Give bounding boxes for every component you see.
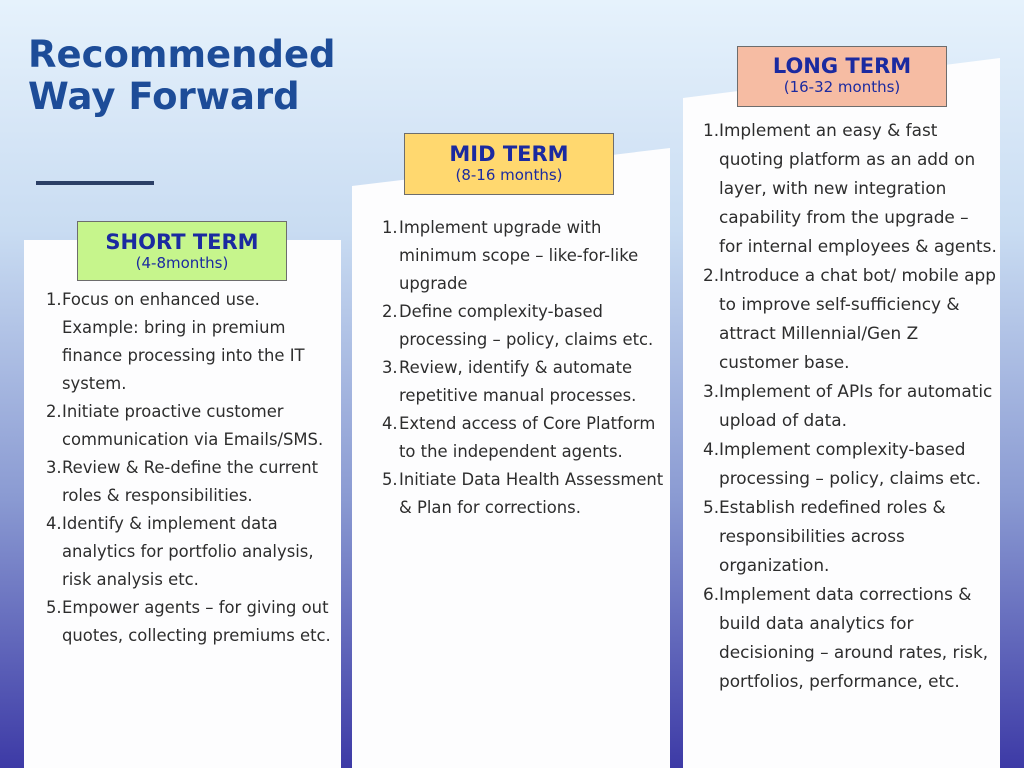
list-item — [46, 398, 338, 454]
title-underline — [36, 181, 154, 185]
item-number: 5. — [703, 497, 720, 517]
item-text: Define complexity-based processing – policy, claims etc. — [399, 302, 654, 349]
list-item — [46, 510, 338, 594]
item-number: 6. — [703, 584, 720, 604]
short-term-duration: (4-8months) — [135, 254, 229, 272]
list-item — [703, 116, 997, 261]
list-item — [703, 435, 997, 493]
long-term-list — [703, 116, 997, 696]
item-text: Implement of APIs for automatic upload of data. — [719, 381, 993, 430]
long-term-heading: LONG TERM — [772, 54, 912, 78]
mid-term-list — [382, 214, 672, 522]
item-number: 4. — [382, 414, 398, 433]
item-text: Identify & implement data analytics for portfolio analysis, risk analysis etc. — [62, 514, 314, 589]
item-text: Extend access of Core Platform to the independent agents. — [399, 414, 656, 461]
item-text: Implement an easy & fast quoting platform as an add on layer, with new integration capability from the upgrade – for internal employees & agents. — [719, 120, 997, 256]
item-number: 3. — [703, 381, 720, 401]
item-text: Review & Re-define the current roles & responsibilities. — [62, 458, 319, 505]
item-text: Implement upgrade with minimum scope – like-for-like upgrade — [399, 218, 639, 293]
mid-term-heading: MID TERM — [449, 142, 569, 166]
item-number: 4. — [46, 514, 62, 533]
long-term-duration: (16-32 months) — [783, 78, 901, 96]
list-item — [703, 261, 997, 377]
short-term-list — [46, 286, 338, 650]
list-item — [382, 298, 672, 354]
list-item — [703, 377, 997, 435]
item-number: 5. — [46, 598, 62, 617]
item-text: Empower agents – for giving out quotes, collecting premiums etc. — [62, 598, 331, 645]
item-number: 2. — [382, 302, 398, 321]
mid-term-label-box — [404, 133, 614, 195]
item-text: Initiate Data Health Assessment & Plan for corrections. — [399, 470, 664, 517]
list-item — [382, 466, 672, 522]
item-number: 2. — [703, 265, 720, 285]
item-number: 1. — [46, 290, 62, 309]
item-number: 4. — [703, 439, 720, 459]
list-item — [46, 286, 338, 398]
item-number: 1. — [703, 120, 720, 140]
list-item — [46, 454, 338, 510]
item-text: Implement complexity-based processing – policy, claims etc. — [719, 439, 981, 488]
short-term-label-box — [77, 221, 287, 281]
item-text: Review, identify & automate repetitive manual processes. — [399, 358, 637, 405]
list-item — [382, 214, 672, 298]
long-term-label-box — [737, 46, 947, 107]
mid-term-duration: (8-16 months) — [455, 166, 563, 184]
item-number: 2. — [46, 402, 62, 421]
list-item — [703, 580, 997, 696]
page-title: Recommended Way Forward — [28, 33, 336, 118]
item-text: Implement data corrections & build data analytics for decisioning – around rates, risk, portfolios, performance, etc. — [719, 584, 989, 691]
list-item — [382, 354, 672, 410]
item-number: 3. — [382, 358, 398, 377]
item-text: Focus on enhanced use. Example: bring in premium finance processing into the IT system. — [62, 290, 305, 393]
item-number: 1. — [382, 218, 398, 237]
item-text: Initiate proactive customer communication via Emails/SMS. — [62, 402, 324, 449]
item-text: Introduce a chat bot/ mobile app to improve self-sufficiency & attract Millennial/Gen Z customer base. — [719, 265, 996, 372]
item-number: 3. — [46, 458, 62, 477]
list-item — [46, 594, 338, 650]
short-term-heading: SHORT TERM — [105, 230, 259, 254]
item-number: 5. — [382, 470, 398, 489]
list-item — [703, 493, 997, 580]
list-item — [382, 410, 672, 466]
item-text: Establish redefined roles & responsibilities across organization. — [719, 497, 946, 575]
